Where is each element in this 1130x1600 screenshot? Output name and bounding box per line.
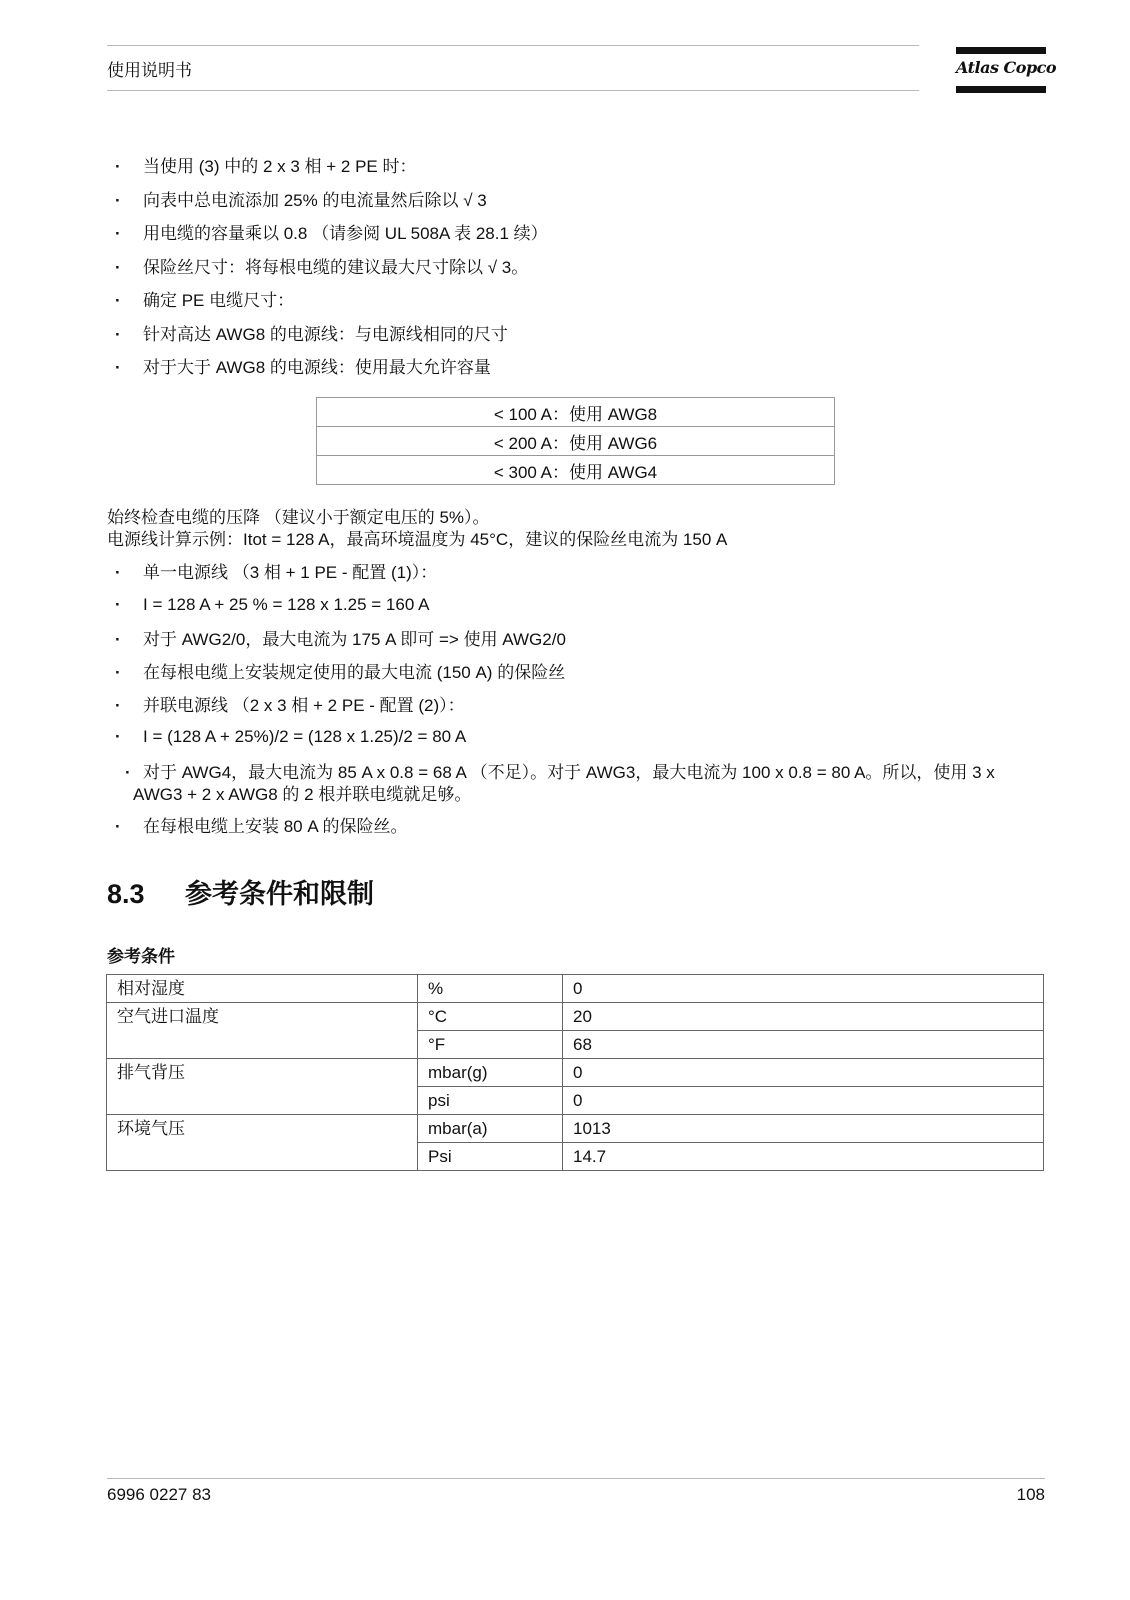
list-item: · I = (128 A + 25%)/2 = (128 x 1.25)/2 = 80 A <box>107 726 1047 762</box>
logo-text: Atlas Copco <box>956 58 1057 77</box>
table-cell: < 100 A：使用 AWG8 <box>317 398 835 427</box>
header-rule-bottom <box>107 90 919 91</box>
list-item: · 在每根电缆上安装 80 A 的保险丝。 <box>107 816 1047 850</box>
value-cell: 20 <box>563 1003 1044 1031</box>
unit-cell: mbar(g) <box>418 1059 563 1087</box>
list-item: · 单一电源线 （3 相 + 1 PE - 配置 (1)）： <box>107 562 1047 594</box>
list-item: · 保险丝尺寸：将每根电缆的建议最大尺寸除以 √ 3。 <box>107 257 1047 291</box>
page-number: 108 <box>1016 1485 1045 1504</box>
list-item: · 对于大于 AWG8 的电源线：使用最大允许容量 <box>107 357 1047 391</box>
param-cell: 空气进口温度 <box>107 1003 418 1059</box>
param-cell: 排气背压 <box>107 1059 418 1115</box>
bullet-list-example <box>107 562 1047 850</box>
pe-size-table <box>316 397 835 485</box>
unit-cell: mbar(a) <box>418 1115 563 1143</box>
atlas-copco-logo <box>956 47 1057 93</box>
table-row <box>317 427 835 456</box>
section-number: 8.3 <box>107 879 145 909</box>
value-cell: 68 <box>563 1031 1044 1059</box>
section-heading <box>107 872 374 911</box>
list-item: · 对于 AWG2/0，最大电流为 175 A 即可 => 使用 AWG2/0 <box>107 629 1047 662</box>
table-row <box>107 1059 1044 1087</box>
reference-heading: 参考条件 <box>107 947 175 966</box>
value-cell: 1013 <box>563 1115 1044 1143</box>
table-row <box>317 398 835 427</box>
param-cell: 相对湿度 <box>107 975 418 1003</box>
list-item: · 用电缆的容量乘以 0.8 （请参阅 UL 508A 表 28.1 续） <box>107 223 1047 257</box>
table-row <box>317 456 835 485</box>
list-item: · 针对高达 AWG8 的电源线：与电源线相同的尺寸 <box>107 324 1047 358</box>
section-title: 参考条件和限制 <box>185 879 374 909</box>
calculation-example-intro: 电源线计算示例：Itot = 128 A，最高环境温度为 45°C，建议的保险丝电流为 150 A <box>107 530 728 549</box>
table-row <box>107 975 1044 1003</box>
list-item: · 对于 AWG4，最大电流为 85 A x 0.8 = 68 A （不足）。对于 AWG3，最大电流为 100 x 0.8 = 80 A。所以，使用 3 x AWG3 + 2 x AWG8 的 2 根并联电缆就足够。 <box>107 762 1047 816</box>
logo-bar-top <box>956 47 1046 54</box>
footer-rule <box>107 1478 1045 1479</box>
reference-conditions-table <box>106 974 1044 1171</box>
list-item: · 向表中总电流添加 25% 的电流量然后除以 √ 3 <box>107 190 1047 224</box>
list-item: · 在每根电缆上安装规定使用的最大电流 (150 A) 的保险丝 <box>107 662 1047 695</box>
value-cell: 0 <box>563 1059 1044 1087</box>
unit-cell: °F <box>418 1031 563 1059</box>
header-title: 使用说明书 <box>107 61 192 80</box>
header-rule-top <box>107 45 919 46</box>
list-item: · I = 128 A + 25 % = 128 x 1.25 = 160 A <box>107 594 1047 629</box>
logo-bar-bottom <box>956 86 1046 93</box>
list-item: · 确定 PE 电缆尺寸： <box>107 290 1047 324</box>
unit-cell: °C <box>418 1003 563 1031</box>
table-row <box>107 1115 1044 1143</box>
param-cell: 环境气压 <box>107 1115 418 1171</box>
unit-cell: Psi <box>418 1143 563 1171</box>
voltage-drop-note: 始终检查电缆的压降 （建议小于额定电压的 5%）。 <box>107 508 490 527</box>
unit-cell: psi <box>418 1087 563 1115</box>
list-item: · 当使用 (3) 中的 2 x 3 相 + 2 PE 时： <box>107 156 1047 190</box>
value-cell: 0 <box>563 975 1044 1003</box>
value-cell: 14.7 <box>563 1143 1044 1171</box>
table-cell: < 300 A：使用 AWG4 <box>317 456 835 485</box>
table-cell: < 200 A：使用 AWG6 <box>317 427 835 456</box>
value-cell: 0 <box>563 1087 1044 1115</box>
bullet-list-top <box>107 156 1047 391</box>
table-row <box>107 1003 1044 1031</box>
document-number: 6996 0227 83 <box>107 1485 211 1504</box>
list-item: · 并联电源线 （2 x 3 相 + 2 PE - 配置 (2)）： <box>107 695 1047 726</box>
unit-cell: % <box>418 975 563 1003</box>
